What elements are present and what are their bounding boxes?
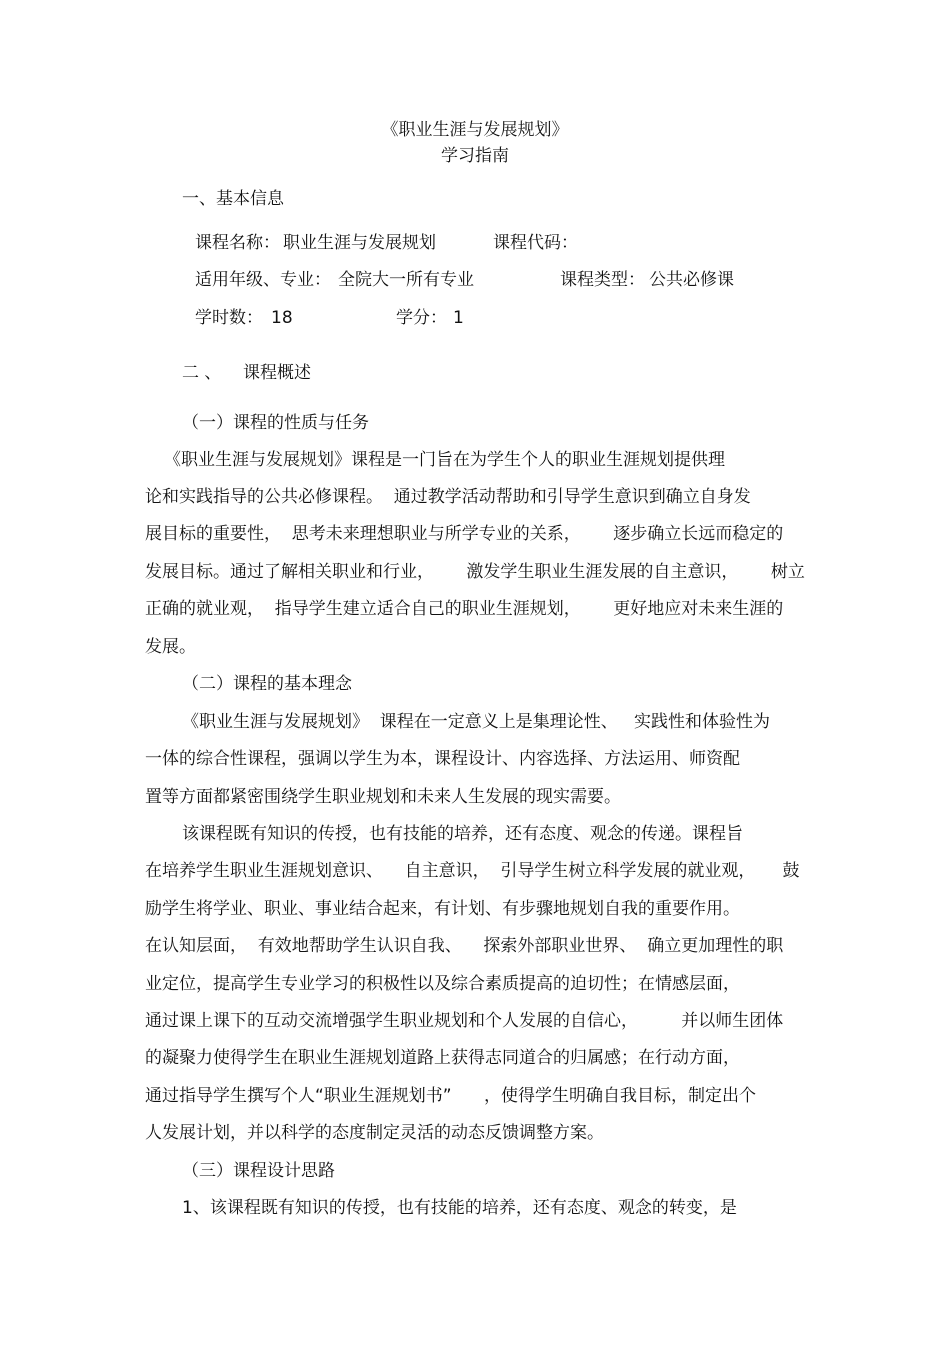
paragraph-line: 该课程既有知识的传授，也有技能的培养，还有态度、观念的传递。课程旨 xyxy=(182,824,743,844)
credit-label: 学分： xyxy=(396,308,447,328)
document-title: 《职业生涯与发展规划》 xyxy=(381,120,569,140)
hours-value: 18 xyxy=(271,308,293,328)
course-code-label: 课程代码： xyxy=(493,233,578,253)
course-name-value: 职业生涯与发展规划 xyxy=(283,233,436,253)
paragraph-line: 展目标的重要性， 思考未来理想职业与所学专业的关系， 逐步确立长远而稳定的 xyxy=(145,524,784,544)
grade-label: 适用年级、专业： xyxy=(195,270,331,290)
paragraph-line: 在培养学生职业生涯规划意识、 自主意识， 引导学生树立科学发展的就业观， 鼓 xyxy=(145,861,800,881)
paragraph-line: 一体的综合性课程，强调以学生为本，课程设计、内容选择、方法运用、师资配 xyxy=(145,749,740,769)
hours-label: 学时数： xyxy=(195,308,263,328)
paragraph-line: 业定位，提高学生专业学习的积极性以及综合素质提高的迫切性；在情感层面， xyxy=(145,974,740,994)
course-name-label: 课程名称： xyxy=(195,233,280,253)
subsection1-heading: （一）课程的性质与任务 xyxy=(182,413,369,433)
paragraph-line: 人发展计划，并以科学的态度制定灵活的动态反馈调整方案。 xyxy=(145,1123,604,1143)
course-type-label: 课程类型： xyxy=(560,270,645,290)
paragraph-line: 1、该课程既有知识的传授，也有技能的培养，还有态度、观念的转变，是 xyxy=(182,1198,737,1218)
credit-value: 1 xyxy=(453,308,464,328)
paragraph-line: 通过课上课下的互动交流增强学生职业规划和个人发展的自信心， 并以师生团体 xyxy=(145,1011,784,1031)
paragraph-line: 在认知层面， 有效地帮助学生认识自我、 探索外部职业世界、 确立更加理性的职 xyxy=(145,936,784,956)
paragraph-line: 发展。 xyxy=(145,637,196,657)
section2-heading: 二 、 课程概述 xyxy=(182,363,312,383)
section1-heading: 一、基本信息 xyxy=(182,189,284,209)
subsection2-heading: （二）课程的基本理念 xyxy=(182,674,352,694)
paragraph-line: 励学生将学业、职业、事业结合起来，有计划、有步骤地规划自我的重要作用。 xyxy=(145,899,740,919)
paragraph-line: 《职业生涯与发展规划》 课程在一定意义上是集理论性、 实践性和体验性为 xyxy=(182,712,771,732)
paragraph-line: 置等方面都紧密围绕学生职业规划和未来人生发展的现实需要。 xyxy=(145,787,621,807)
course-type-value: 公共必修课 xyxy=(649,270,734,290)
paragraph-line: 论和实践指导的公共必修课程。 通过教学活动帮助和引导学生意识到确立自身发 xyxy=(145,487,751,507)
paragraph-line: 《职业生涯与发展规划》课程是一门旨在为学生个人的职业生涯规划提供理 xyxy=(164,450,725,470)
grade-value: 全院大一所有专业 xyxy=(338,270,474,290)
paragraph-line: 正确的就业观， 指导学生建立适合自己的职业生涯规划， 更好地应对未来生涯的 xyxy=(145,599,784,619)
document-subtitle: 学习指南 xyxy=(441,146,509,166)
subsection3-heading: （三）课程设计思路 xyxy=(182,1161,335,1181)
paragraph-line: 发展目标。通过了解相关职业和行业， 激发学生职业生涯发展的自主意识， 树立 xyxy=(145,562,805,582)
paragraph-line: 通过指导学生撰写个人“职业生涯规划书” ，使得学生明确自我目标，制定出个 xyxy=(145,1086,757,1106)
paragraph-line: 的凝聚力使得学生在职业生涯规划道路上获得志同道合的归属感；在行动方面， xyxy=(145,1048,740,1068)
